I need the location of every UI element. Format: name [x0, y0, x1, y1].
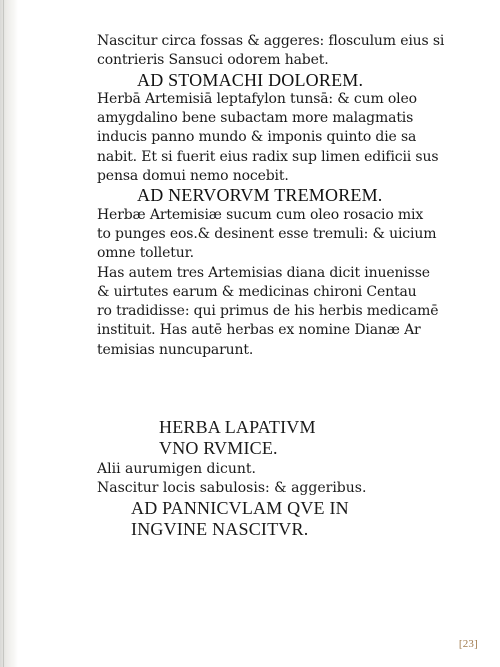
- section-heading-nerves: AD NERVORVM TREMOREM.: [137, 185, 383, 206]
- text-line: instituit. Has autē herbas ex nomine Dianæ Ar: [97, 322, 421, 339]
- section-heading-stomach: AD STOMACHI DOLOREM.: [137, 69, 364, 90]
- text-line: Nascitur circa fossas & aggeres: flosculum eius si: [97, 33, 445, 49]
- text-line: Herbæ Artemisiæ sucum cum oleo rosacio mix: [97, 206, 424, 223]
- page-fold-line: [3, 0, 4, 667]
- text-line: nabit. Et si fuerit eius radix sup limen edificii sus: [97, 148, 439, 165]
- text-section-lapatium: [97, 417, 427, 540]
- text-section-artemisia: [97, 32, 445, 360]
- page-number: [23]: [458, 638, 478, 650]
- text-line: contrieris Sansuci odorem habet.: [97, 52, 329, 69]
- text-line: inducis panno mundo & imponis quinto die sa: [97, 129, 417, 146]
- herb-title-line2: VNO RVMICE.: [159, 438, 278, 458]
- text-line: omne tolletur.: [97, 245, 194, 262]
- text-line: temisias nuncuparunt.: [97, 341, 254, 358]
- herb-title-line1: HERBA LAPATIVM: [159, 417, 316, 437]
- text-line: pensa domui nemo nocebit.: [97, 168, 289, 185]
- text-line: ro tradidisse: qui primus de his herbis medicamē: [97, 303, 439, 320]
- text-line: Nascitur locis sabulosis: & aggeribus.: [97, 480, 367, 497]
- section-heading-groin-line1: AD PANNICVLAM QVE IN: [131, 497, 349, 518]
- section-heading-groin-line2: INGVINE NASCITVR.: [131, 518, 309, 539]
- text-line: to punges eos.& desinent esse tremuli: & uicium: [97, 225, 437, 242]
- text-line: Alii aurumigen dicunt.: [97, 461, 256, 477]
- text-line: Has autem tres Artemisias diana dicit inuenisse: [97, 264, 430, 281]
- text-line: Herbā Artemisiā leptafylon tunsā: & cum oleo: [97, 90, 417, 107]
- text-line: & uirtutes earum & medicinas chironi Centau: [97, 283, 417, 300]
- text-line: amygdalino bene subactam more malagmatis: [97, 110, 414, 127]
